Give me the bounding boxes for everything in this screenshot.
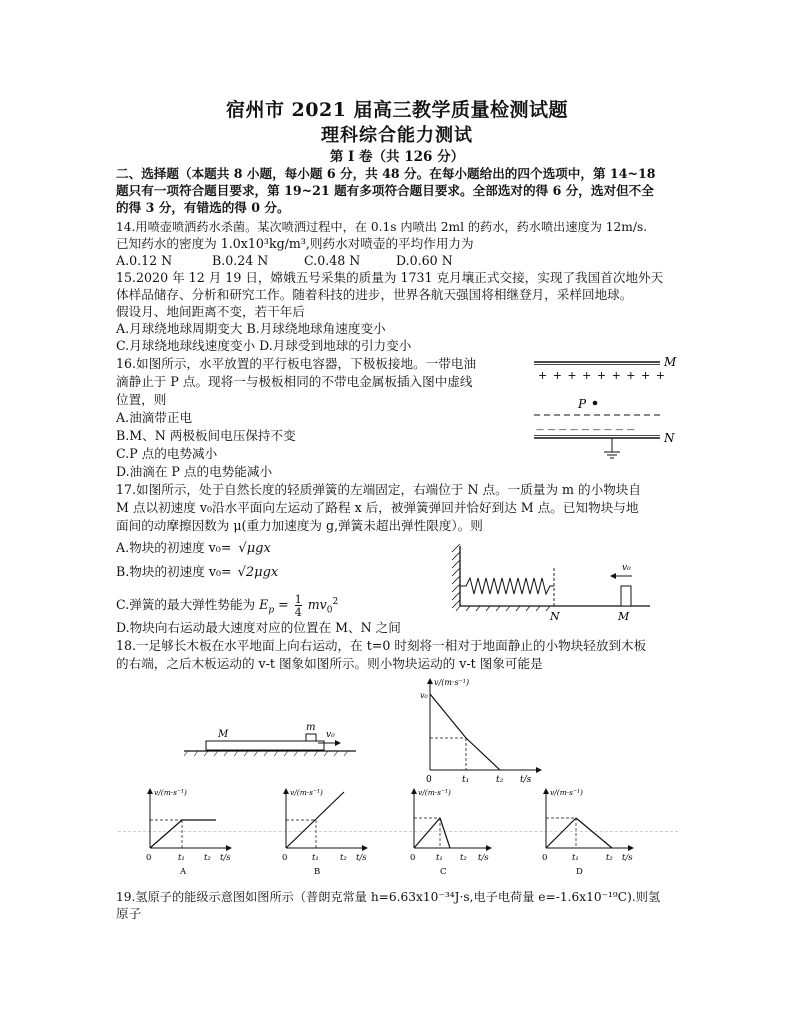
q17-option-b — [116, 564, 278, 581]
q19-line-2: 原子 — [116, 906, 142, 921]
q17-option-a-text: A.物块的初速度 v₀= — [116, 540, 232, 555]
q16-line-1: 16.如图所示，水平放置的平行板电容器，下极板接地。一带电油 — [116, 356, 477, 371]
board-figure — [180, 715, 360, 765]
oil-drop-point — [593, 401, 598, 406]
graph-c-letter: C — [440, 867, 447, 877]
q17-ep: E — [259, 597, 269, 613]
section-instructions-line-2: 题只有一项符合题目要求，第 19~21 题有多项符合题目要求。全部选对的得 6 分，选对但不全 — [116, 183, 654, 198]
exam-title: 宿州市 2021 届高三教学质量检测试题 — [225, 99, 569, 121]
q15-options-cd: C.月球绕地球线速度变小 D.月球受到地球的引力变小 — [116, 338, 412, 353]
q17-option-d: D.物块向右运动最大速度对应的位置在 M、N 之间 — [116, 620, 401, 635]
q16-line-2: 滴静止于 P 点。现将一与极板相同的不带电金属板插入图中虚线 — [116, 374, 473, 389]
q17-line-3: 面间的动摩擦因数为 μ(重力加速度为 g,弹簧未超出弹性限度）。则 — [116, 518, 483, 533]
q18-line-1: 18.一足够长木板在水平地面上向右运动，在 t=0 时刻将一相对于地面静止的小物块轻放到木板 — [116, 638, 647, 653]
q14-option-d: D.0.60 N — [396, 253, 453, 268]
q17-line-1: 17.如图所示，处于自然长度的轻质弹簧的左端固定，右端位于 N 点。一质量为 m 的小物块自 — [116, 482, 641, 497]
graph-d-x-arrowhead — [628, 845, 634, 851]
small-block — [306, 734, 316, 741]
block — [621, 586, 631, 606]
q17-mv: mv — [307, 597, 327, 613]
graph-d-letter: D — [576, 867, 583, 877]
q17-frac-num: 1 — [294, 592, 302, 606]
q16-option-a: A.油滴带正电 — [116, 410, 193, 425]
graph-a-x-arrowhead — [226, 845, 232, 851]
main-t1: t₁ — [462, 775, 470, 785]
q17-frac-den: 4 — [294, 605, 302, 619]
graph-a-rise — [150, 820, 182, 848]
label-block-m: m — [306, 722, 316, 733]
main-t2: t₂ — [496, 775, 504, 785]
graph-b-y-label: v/(m·s⁻¹) — [290, 788, 323, 797]
section-instructions-line-1: 二、选择题（本题共 8 小题，每小题 6 分，共 48 分。在每小题给出的四个选项中，第 14~18 — [116, 166, 656, 181]
graph-a-y-label: v/(m·s⁻¹) — [154, 788, 187, 797]
main-y-label: v/(m·s⁻¹) — [434, 678, 470, 687]
label-board-v0: v₀ — [326, 730, 335, 740]
q16-option-d: D.油滴在 P 点的电势能减小 — [116, 464, 273, 479]
spring-figure — [446, 540, 656, 622]
minus-charges: — — — — — — — — — — [536, 425, 636, 434]
main-origin: 0 — [426, 775, 432, 785]
graph-c-y-arrowhead — [411, 788, 417, 794]
q15-options-ab: A.月球绕地球周期变大 B.月球绕地球角速度变小 — [116, 321, 386, 336]
graph-d-x-label: t/s — [622, 853, 633, 863]
q17-option-b-formula: √2μgx — [237, 565, 279, 580]
graph-c-x-arrowhead — [486, 845, 492, 851]
velocity-arrowhead — [610, 573, 616, 579]
q19-line-1: 19.氢原子的能级示意图如图所示（普朗克常量 h=6.63x10⁻³⁴J·s,电子电荷量 e=-1.6x10⁻¹⁹C).则氢 — [116, 890, 661, 904]
main-x-arrowhead — [536, 767, 542, 773]
q17-option-c — [116, 592, 338, 621]
board-vt-graph — [420, 676, 550, 786]
graph-a-y-arrowhead — [147, 788, 153, 794]
label-board-m: M — [218, 729, 229, 740]
graph-b-t1: t₁ — [312, 853, 319, 863]
label-n-point: N — [550, 610, 560, 622]
main-x-label: t/s — [520, 775, 532, 785]
floor-hatch — [456, 606, 550, 611]
q16-option-c: C.P 点的电势减小 — [116, 446, 218, 461]
graph-b-x-label: t/s — [356, 853, 367, 863]
q17-line-2: M 点以初速度 v₀沿水平面向左运动了路程 x 后，被弹簧弹回并恰好到达 M 点。已知物块与地 — [116, 500, 639, 515]
graph-d-y-label: v/(m·s⁻¹) — [550, 788, 583, 797]
graph-c-x-label: t/s — [478, 853, 489, 863]
q17-fraction — [295, 594, 302, 618]
q15-line-3: 假设月、地间距离不变，若干年后 — [116, 304, 305, 319]
main-segment-2 — [466, 738, 500, 770]
q17-mv-sub: 0 — [326, 605, 333, 616]
graph-d-t2: t₂ — [606, 853, 613, 863]
board-velocity-arrowhead — [335, 740, 341, 746]
long-board — [206, 741, 324, 750]
graph-a-origin: 0 — [146, 853, 152, 863]
spring — [460, 578, 554, 594]
graph-b-y-arrowhead — [283, 788, 289, 794]
label-n: N — [664, 431, 675, 445]
graph-c-y-label: v/(m·s⁻¹) — [418, 788, 451, 797]
q14-option-b: B.0.24 N — [212, 253, 269, 268]
q17-option-b-text: B.物块的初速度 v₀= — [116, 564, 232, 579]
q17-option-c-text: C.弹簧的最大弹性势能为 — [116, 597, 256, 613]
graph-c-rise — [414, 818, 440, 848]
label-p: P — [578, 397, 587, 411]
graph-c-fall — [440, 818, 450, 848]
label-m-point: M — [618, 610, 630, 622]
q14-option-c: C.0.48 N — [304, 253, 361, 268]
graph-c-t1: t₁ — [436, 853, 443, 863]
q18-line-2: 的右端，之后木板运动的 v-t 图象如图所示。则小物块运动的 v-t 图象可能是 — [116, 656, 543, 671]
option-graph-c — [404, 786, 504, 878]
graph-b-rise — [286, 792, 344, 848]
graph-c-origin: 0 — [410, 853, 416, 863]
q17-ep-sub: p — [268, 605, 275, 616]
ground-hatch — [184, 751, 348, 756]
graph-b-x-arrowhead — [362, 845, 368, 851]
exam-subtitle: 理科综合能力测试 — [321, 125, 473, 146]
graph-a-t1: t₁ — [178, 853, 185, 863]
option-graph-b — [276, 786, 380, 878]
capacitor-figure — [520, 350, 680, 470]
graph-d-origin: 0 — [542, 853, 548, 863]
label-m: M — [664, 355, 677, 369]
graph-a-t2: t₂ — [204, 853, 211, 863]
volume-heading: 第 I 卷（共 126 分） — [329, 149, 465, 165]
plus-charges: + + + + + + + + + — [538, 369, 666, 382]
graph-b-letter: B — [314, 867, 321, 877]
option-graph-a — [140, 786, 240, 878]
q14-option-a: A.0.12 N — [116, 253, 173, 268]
label-v0-spring: v₀ — [622, 563, 631, 573]
q15-line-1: 15.2020 年 12 月 19 日，嫦娥五号采集的质量为 1731 克月壤正式交接，实现了我国首次地外天 — [116, 270, 664, 285]
graph-c-t2: t₂ — [460, 853, 467, 863]
q16-option-b: B.M、N 两极板间电压保持不变 — [116, 428, 296, 443]
q14-line-2: 已知药水的密度为 1.0x10³kg/m³,则药水对喷壶的平均作用力为 — [116, 236, 474, 251]
q17-mv-sup: 2 — [332, 597, 339, 607]
q17-option-a — [116, 540, 271, 557]
graph-b-origin: 0 — [282, 853, 288, 863]
main-y-arrowhead — [427, 678, 433, 684]
graph-d-y-arrowhead — [543, 788, 549, 794]
q17-option-a-formula: √μgx — [238, 541, 271, 556]
wall-hatch — [452, 544, 460, 608]
section-instructions-line-3: 的得 3 分，有错选的得 0 分。 — [116, 200, 290, 215]
main-v0-label: v₀ — [420, 691, 428, 700]
q17-equals: = — [278, 597, 289, 613]
main-segment-1 — [430, 694, 466, 738]
graph-a-letter: A — [180, 867, 187, 877]
q15-line-2: 体样品储存、分析和研究工作。随着科技的进步，世界各航天强国将相继登月，采样回地球。 — [116, 287, 633, 302]
graph-d-rise — [546, 818, 576, 848]
q16-line-3: 位置，则 — [116, 392, 167, 407]
graph-a-x-label: t/s — [220, 853, 231, 863]
q14-line-1: 14.用喷壶喷洒药水杀菌。某次喷洒过程中，在 0.1s 内喷出 2ml 的药水，药水喷出速度为 12m/s. — [116, 220, 648, 234]
option-graph-d — [536, 786, 646, 878]
graph-b-t2: t₂ — [340, 853, 347, 863]
graph-d-fall — [576, 818, 612, 848]
graph-d-t1: t₁ — [572, 853, 579, 863]
